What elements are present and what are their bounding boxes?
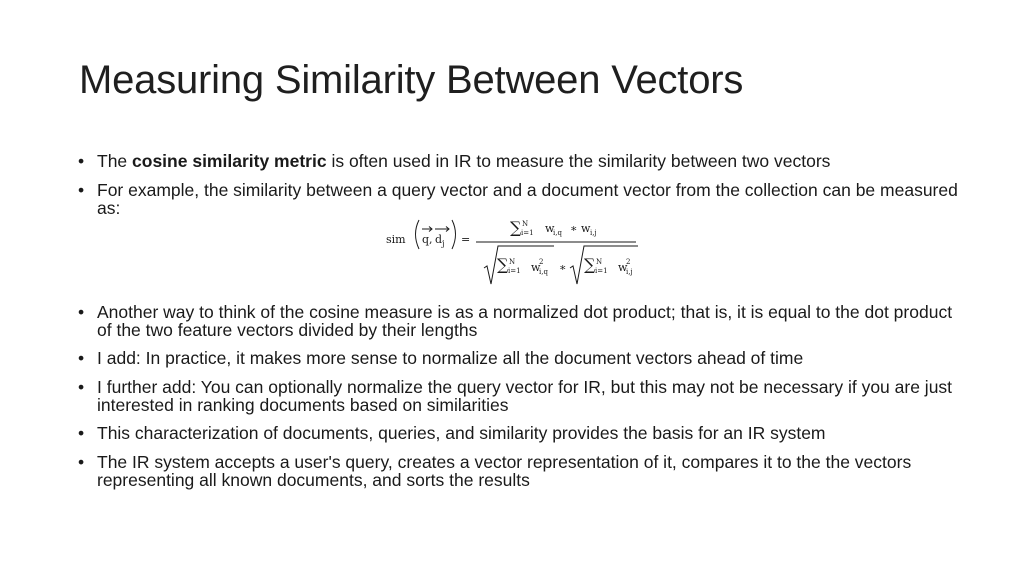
- bullet-item: [78, 378, 958, 414]
- numerator-sum-upper: N: [522, 220, 529, 228]
- denominator-w1-sup: 2: [539, 258, 544, 266]
- numerator-sum-symbol: ∑: [510, 218, 522, 237]
- bullet-glyph: •: [78, 451, 85, 472]
- bullet-glyph: •: [78, 376, 85, 397]
- formula-sim: sim: [386, 233, 406, 246]
- numerator-w1-sub: i,q: [553, 229, 562, 237]
- left-sqrt: [484, 246, 554, 284]
- bullet-text-pre: The: [97, 151, 133, 171]
- denominator-w2-sub: i,j: [626, 268, 633, 276]
- bullet-item: [78, 349, 958, 367]
- bullet-text: I further add: You can optionally normalize the query vector for IR, but this may not be necessary if you are just interested in ranking documents based on similarities: [97, 376, 953, 415]
- bullet-text-post: is often used in IR to measure the similarity between two vectors: [326, 151, 831, 171]
- slide-title: Measuring Similarity Between Vectors: [79, 58, 744, 102]
- denominator-sum-upper-2: N: [596, 258, 603, 266]
- bullet-list: [78, 152, 958, 499]
- bullet-item: [78, 181, 958, 217]
- numerator-w2: w: [581, 222, 591, 235]
- denominator-times: ∗: [559, 261, 567, 274]
- numerator-sum-lower: i=1: [521, 229, 534, 237]
- formula-comma: ,: [429, 233, 433, 246]
- denominator-w2: w: [618, 261, 628, 274]
- numerator-times: ∗: [570, 222, 578, 235]
- denominator-sum-lower-1: i=1: [508, 267, 521, 275]
- bullet-text: This characterization of documents, queries, and similarity provides the basis for an IR system: [97, 423, 826, 443]
- right-paren: [452, 220, 456, 249]
- denominator-w1-sub: i,q: [539, 268, 548, 276]
- denominator-sum-lower-2: i=1: [595, 267, 608, 275]
- numerator-w1: w: [545, 222, 555, 235]
- cosine-similarity-formula: [384, 216, 644, 288]
- bullet-text: Another way to think of the cosine measure is as a normalized dot product; that is, it is equal to the dot product of the two feature vectors divided by their lengths: [97, 301, 953, 340]
- bullet-text-bold: cosine similarity metric: [132, 151, 327, 171]
- denominator-sum-upper-1: N: [509, 258, 516, 266]
- bullet-text: The IR system accepts a user's query, creates a vector representation of it, compares it to the the vectors representing all known documents, and sorts the results: [97, 451, 912, 490]
- formula-d-sub: j: [442, 239, 445, 248]
- formula-q: q: [422, 233, 430, 246]
- bullet-text: For example, the similarity between a query vector and a document vector from the collection can be measured as:: [97, 179, 958, 218]
- left-paren: [416, 220, 420, 249]
- denominator-sum-symbol-1: ∑: [497, 255, 509, 274]
- formula-equals: =: [461, 233, 471, 246]
- bullet-item: [78, 424, 958, 442]
- bullet-glyph: •: [78, 348, 85, 368]
- bullet-item: [78, 152, 958, 170]
- bullet-glyph: •: [78, 423, 85, 443]
- bullet-glyph: •: [78, 151, 85, 171]
- bullet-glyph: •: [78, 301, 85, 322]
- formula-d: d: [435, 233, 443, 246]
- denominator-sum-symbol-2: ∑: [584, 255, 596, 274]
- bullet-item: [78, 303, 958, 339]
- bullet-glyph: •: [78, 179, 85, 200]
- bullet-text: I add: In practice, it makes more sense to normalize all the document vectors ahead of time: [97, 348, 804, 368]
- numerator-w2-sub: i,j: [590, 229, 597, 237]
- formula-svg: [384, 216, 644, 288]
- denominator-w2-sup: 2: [626, 258, 631, 266]
- bullet-item: [78, 453, 958, 489]
- denominator-w1: w: [531, 261, 541, 274]
